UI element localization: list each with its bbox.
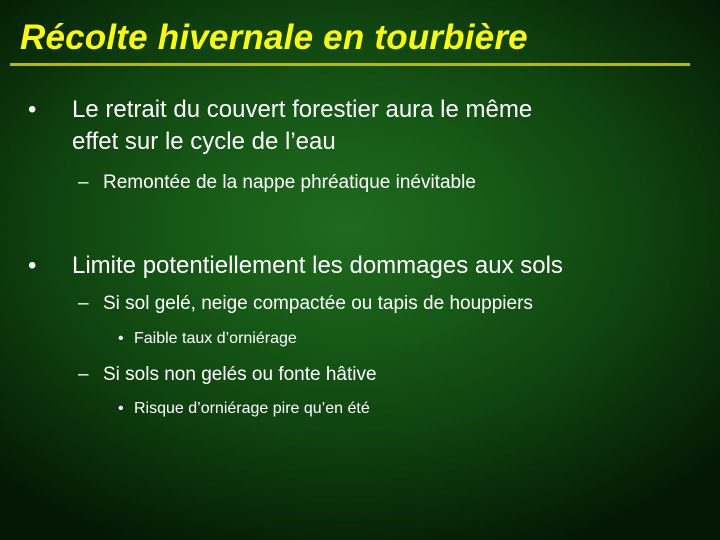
sub-bullet-item-2: [78, 291, 533, 317]
sub-sub-bullet-text: Risque d’orniérage pire qu’en été: [134, 400, 370, 417]
bullet-marker: •: [118, 400, 124, 417]
sub-bullet-item-1: [78, 170, 476, 196]
bullet-marker: •: [28, 96, 37, 123]
sub-bullet-text: Si sols non gelés ou fonte hâtive: [103, 364, 377, 385]
slide-title: Récolte hivernale en tourbière: [20, 18, 528, 57]
sub-bullet-text: Remontée de la nappe phréatique inévitable: [103, 172, 476, 193]
sub-bullet-item-3: [78, 362, 377, 388]
bullet-item-2: [28, 250, 563, 282]
bullet-text-line: Limite potentiellement les dommages aux sols: [72, 252, 563, 279]
sub-sub-bullet-item-1: [118, 328, 297, 350]
bullet-text-line: Le retrait du couvert forestier aura le même: [72, 96, 533, 123]
sub-sub-bullet-item-2: [118, 398, 370, 420]
sub-bullet-text: Si sol gelé, neige compactée ou tapis de houppiers: [103, 293, 533, 314]
bullet-item-1: [28, 94, 532, 158]
title-underline: [10, 63, 690, 66]
bullet-marker: •: [28, 252, 37, 279]
bullet-text-line: effet sur le cycle de l’eau: [72, 128, 336, 155]
dash-marker: –: [78, 172, 89, 193]
sub-sub-bullet-text: Faible taux d’orniérage: [134, 330, 297, 347]
bullet-marker: •: [118, 330, 124, 347]
dash-marker: –: [78, 364, 89, 385]
dash-marker: –: [78, 293, 89, 314]
